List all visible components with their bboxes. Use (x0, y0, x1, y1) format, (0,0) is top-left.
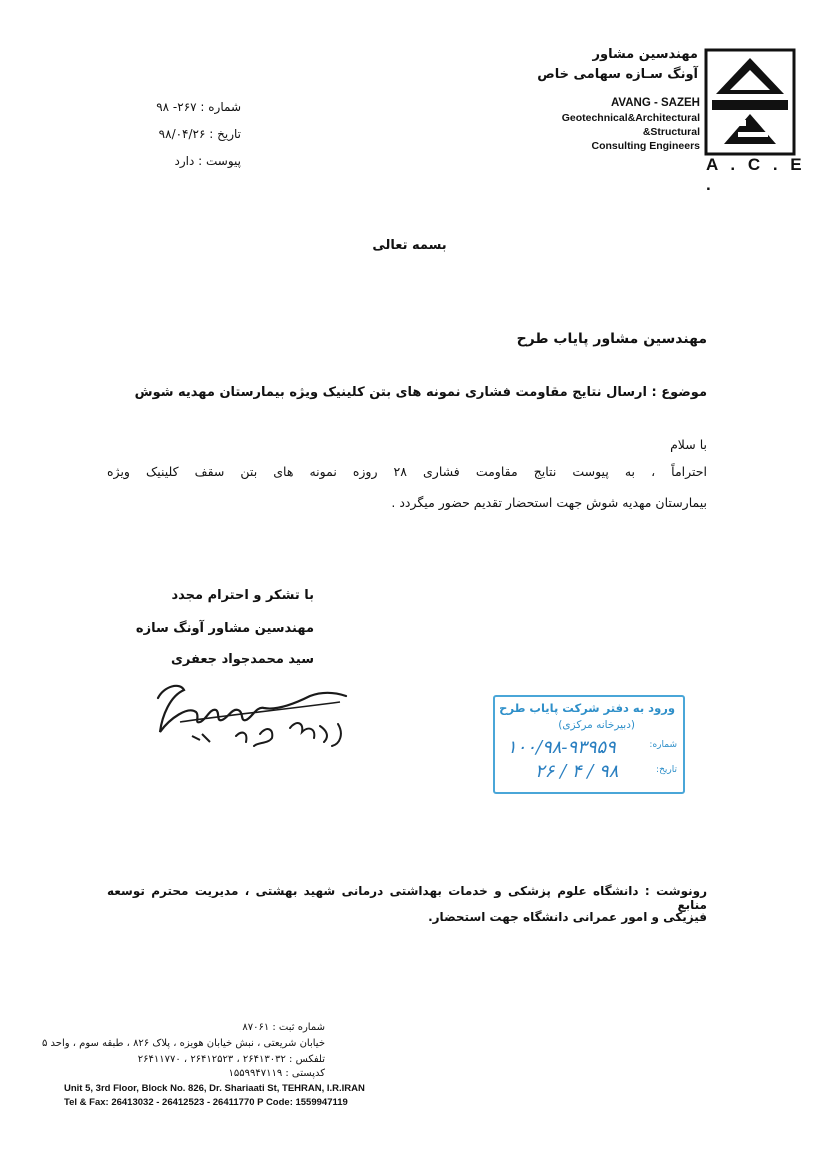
stamp-number-value: ۱۰۰/۹۸-۹۳۹۵۹ (507, 737, 616, 758)
letter-date: تاریخ : ۹۸/۰۴/۲۶ (158, 127, 241, 141)
body-line-1: احتراماً ، به پیوست نتایج مقاومت فشاری ۲۸ روزه نمونه های بتن سقف کلینیک ویژه (107, 464, 707, 479)
body-line-2: بیمارستان مهدیه شوش جهت استحضار تقدیم حضور میگردد . (391, 495, 707, 510)
footer-phone-en: Tel & Fax: 26413032 - 26412523 - 26411770 P Code: 1559947119 (64, 1097, 348, 1108)
subject: موضوع : ارسال نتایج مقاومت فشاری نمونه های بتن کلینیک ویژه بیمارستان مهدیه شوش (134, 385, 707, 400)
letter-number: شماره : ۲۶۷- ۹۸ (156, 100, 241, 114)
company-name-fa: آونگ سـازه سهامی خاص (537, 67, 698, 82)
stamp-number-label: شماره: (649, 740, 677, 750)
company-subtitle-fa: مهندسین مشاور (592, 47, 698, 62)
footer-phone-fa: تلفکس : ۲۶۴۱۳۰۳۲ ، ۲۶۴۱۲۵۲۳ ، ۲۶۴۱۱۷۷۰ (137, 1054, 325, 1065)
company-desc-line1: Geotechnical&Architectural (561, 112, 700, 124)
cc-line-1: رونوشت : دانشگاه علوم پزشکی و خدمات بهداشتی درمانی شهید بهشتی ، مدیریت محترم توسعه منابع (107, 884, 707, 912)
stamp-subtitle: (دبیرخانه مرکزی) (558, 719, 635, 731)
company-desc-line2: &Structural (642, 126, 700, 138)
stamp-title: ورود به دفتر شرکت پایاب طرح (499, 701, 675, 715)
footer-registration: شماره ثبت : ۸۷۰۶۱ (242, 1022, 325, 1033)
footer-address-en: Unit 5, 3rd Floor, Block No. 826, Dr. Shariaati St, TEHRAN, I.R.IRAN (64, 1083, 365, 1094)
received-stamp (493, 695, 685, 794)
footer-postal-fa: کدپستی : ۱۵۵۹۹۴۷۱۱۹ (228, 1068, 325, 1079)
cc-line-2: فیزیکی و امور عمرانی دانشگاه جهت استحضار. (428, 910, 707, 924)
stamp-date-value: ۹۸ / ۴ / ۲۶ (535, 761, 619, 782)
recipient: مهندسین مشاور پایاب طرح (516, 331, 707, 347)
basmala: بسمه تعالی (372, 238, 447, 253)
closing-company: مهندسین مشاور آونگ سازه (135, 621, 314, 636)
ace-logo-icon (704, 48, 796, 156)
signature-icon (140, 676, 360, 756)
logo-abbreviation: A . C . E . (706, 155, 806, 194)
closing-signatory: سید محمدجواد جعفری (170, 652, 314, 667)
company-desc-line3: Consulting Engineers (591, 140, 700, 152)
closing-regards: با تشکر و احترام مجدد (171, 588, 314, 603)
footer-address-fa: خیابان شریعتی ، نبش خیابان هویزه ، پلاک ۸۲۶ ، طبقه سوم ، واحد ۵ (41, 1038, 325, 1049)
company-name-en: AVANG - SAZEH (610, 97, 700, 109)
letter-attachment: پیوست : دارد (174, 154, 241, 168)
stamp-date-label: تاریخ: (656, 765, 677, 775)
greeting: با سلام (670, 437, 707, 452)
